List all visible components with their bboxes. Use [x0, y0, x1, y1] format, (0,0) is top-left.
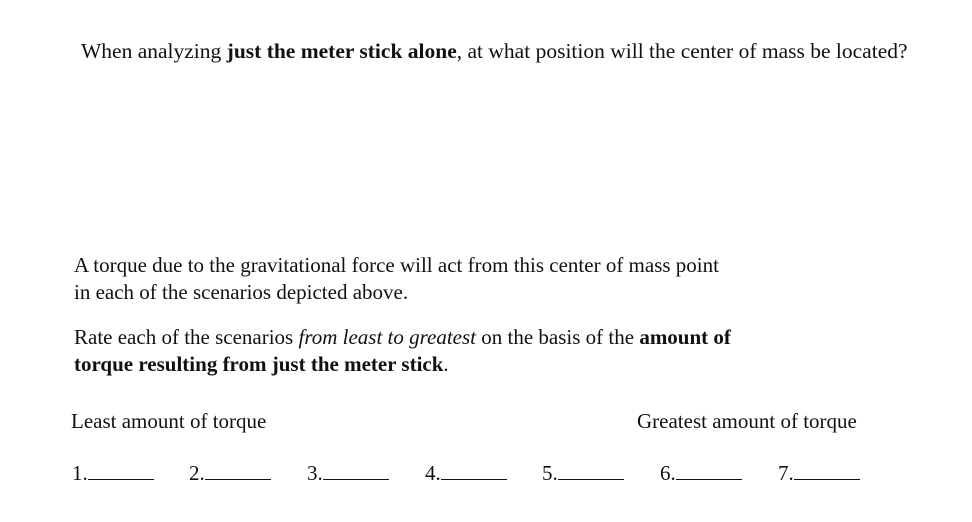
- ranking-criterion-part-2: torque resulting from just the meter stick: [74, 352, 444, 376]
- torque-explanation-line-2: in each of the scenarios depicted above.: [74, 280, 409, 304]
- rank-number-6: 6.: [660, 461, 676, 485]
- rank-number-5: 5.: [542, 461, 558, 485]
- ranking-criterion-part-1: amount of: [639, 325, 731, 349]
- answer-line-7[interactable]: [794, 459, 860, 480]
- answer-line-5[interactable]: [558, 459, 624, 480]
- question-text-start: When analyzing: [81, 39, 227, 63]
- ranking-text-middle: on the basis of the: [476, 325, 640, 349]
- rank-number-3: 3.: [307, 461, 323, 485]
- rank-blank-5[interactable]: [542, 459, 624, 487]
- answer-line-6[interactable]: [676, 459, 742, 480]
- answer-line-2[interactable]: [205, 459, 271, 480]
- ranking-text-start: Rate each of the scenarios: [74, 325, 299, 349]
- ranking-text-end: .: [443, 352, 449, 376]
- answer-line-1[interactable]: [88, 459, 154, 480]
- rank-blank-6[interactable]: [660, 459, 742, 487]
- rank-blank-1[interactable]: [72, 459, 154, 487]
- ranking-instructions-paragraph: [74, 324, 794, 378]
- answer-line-3[interactable]: [323, 459, 389, 480]
- torque-explanation-line-1: A torque due to the gravitational force will act from this center of mass point: [74, 253, 719, 277]
- question-text-end: , at what position will the center of mass be located?: [456, 39, 908, 63]
- torque-explanation-paragraph: [74, 252, 794, 306]
- rank-blank-3[interactable]: [307, 459, 389, 487]
- ranking-order-emphasis: from least to greatest: [298, 325, 476, 349]
- rank-number-1: 1.: [72, 461, 88, 485]
- center-of-mass-question: [81, 37, 908, 65]
- rank-number-7: 7.: [778, 461, 794, 485]
- answer-line-4[interactable]: [441, 459, 507, 480]
- rank-blank-7[interactable]: [778, 459, 860, 487]
- rank-blank-2[interactable]: [189, 459, 271, 487]
- greatest-torque-label: Greatest amount of torque: [637, 409, 857, 433]
- least-torque-label: Least amount of torque: [71, 409, 267, 433]
- rank-number-4: 4.: [425, 461, 441, 485]
- question-emphasis: just the meter stick alone: [226, 39, 457, 63]
- rank-blank-4[interactable]: [425, 459, 507, 487]
- rank-number-2: 2.: [189, 461, 205, 485]
